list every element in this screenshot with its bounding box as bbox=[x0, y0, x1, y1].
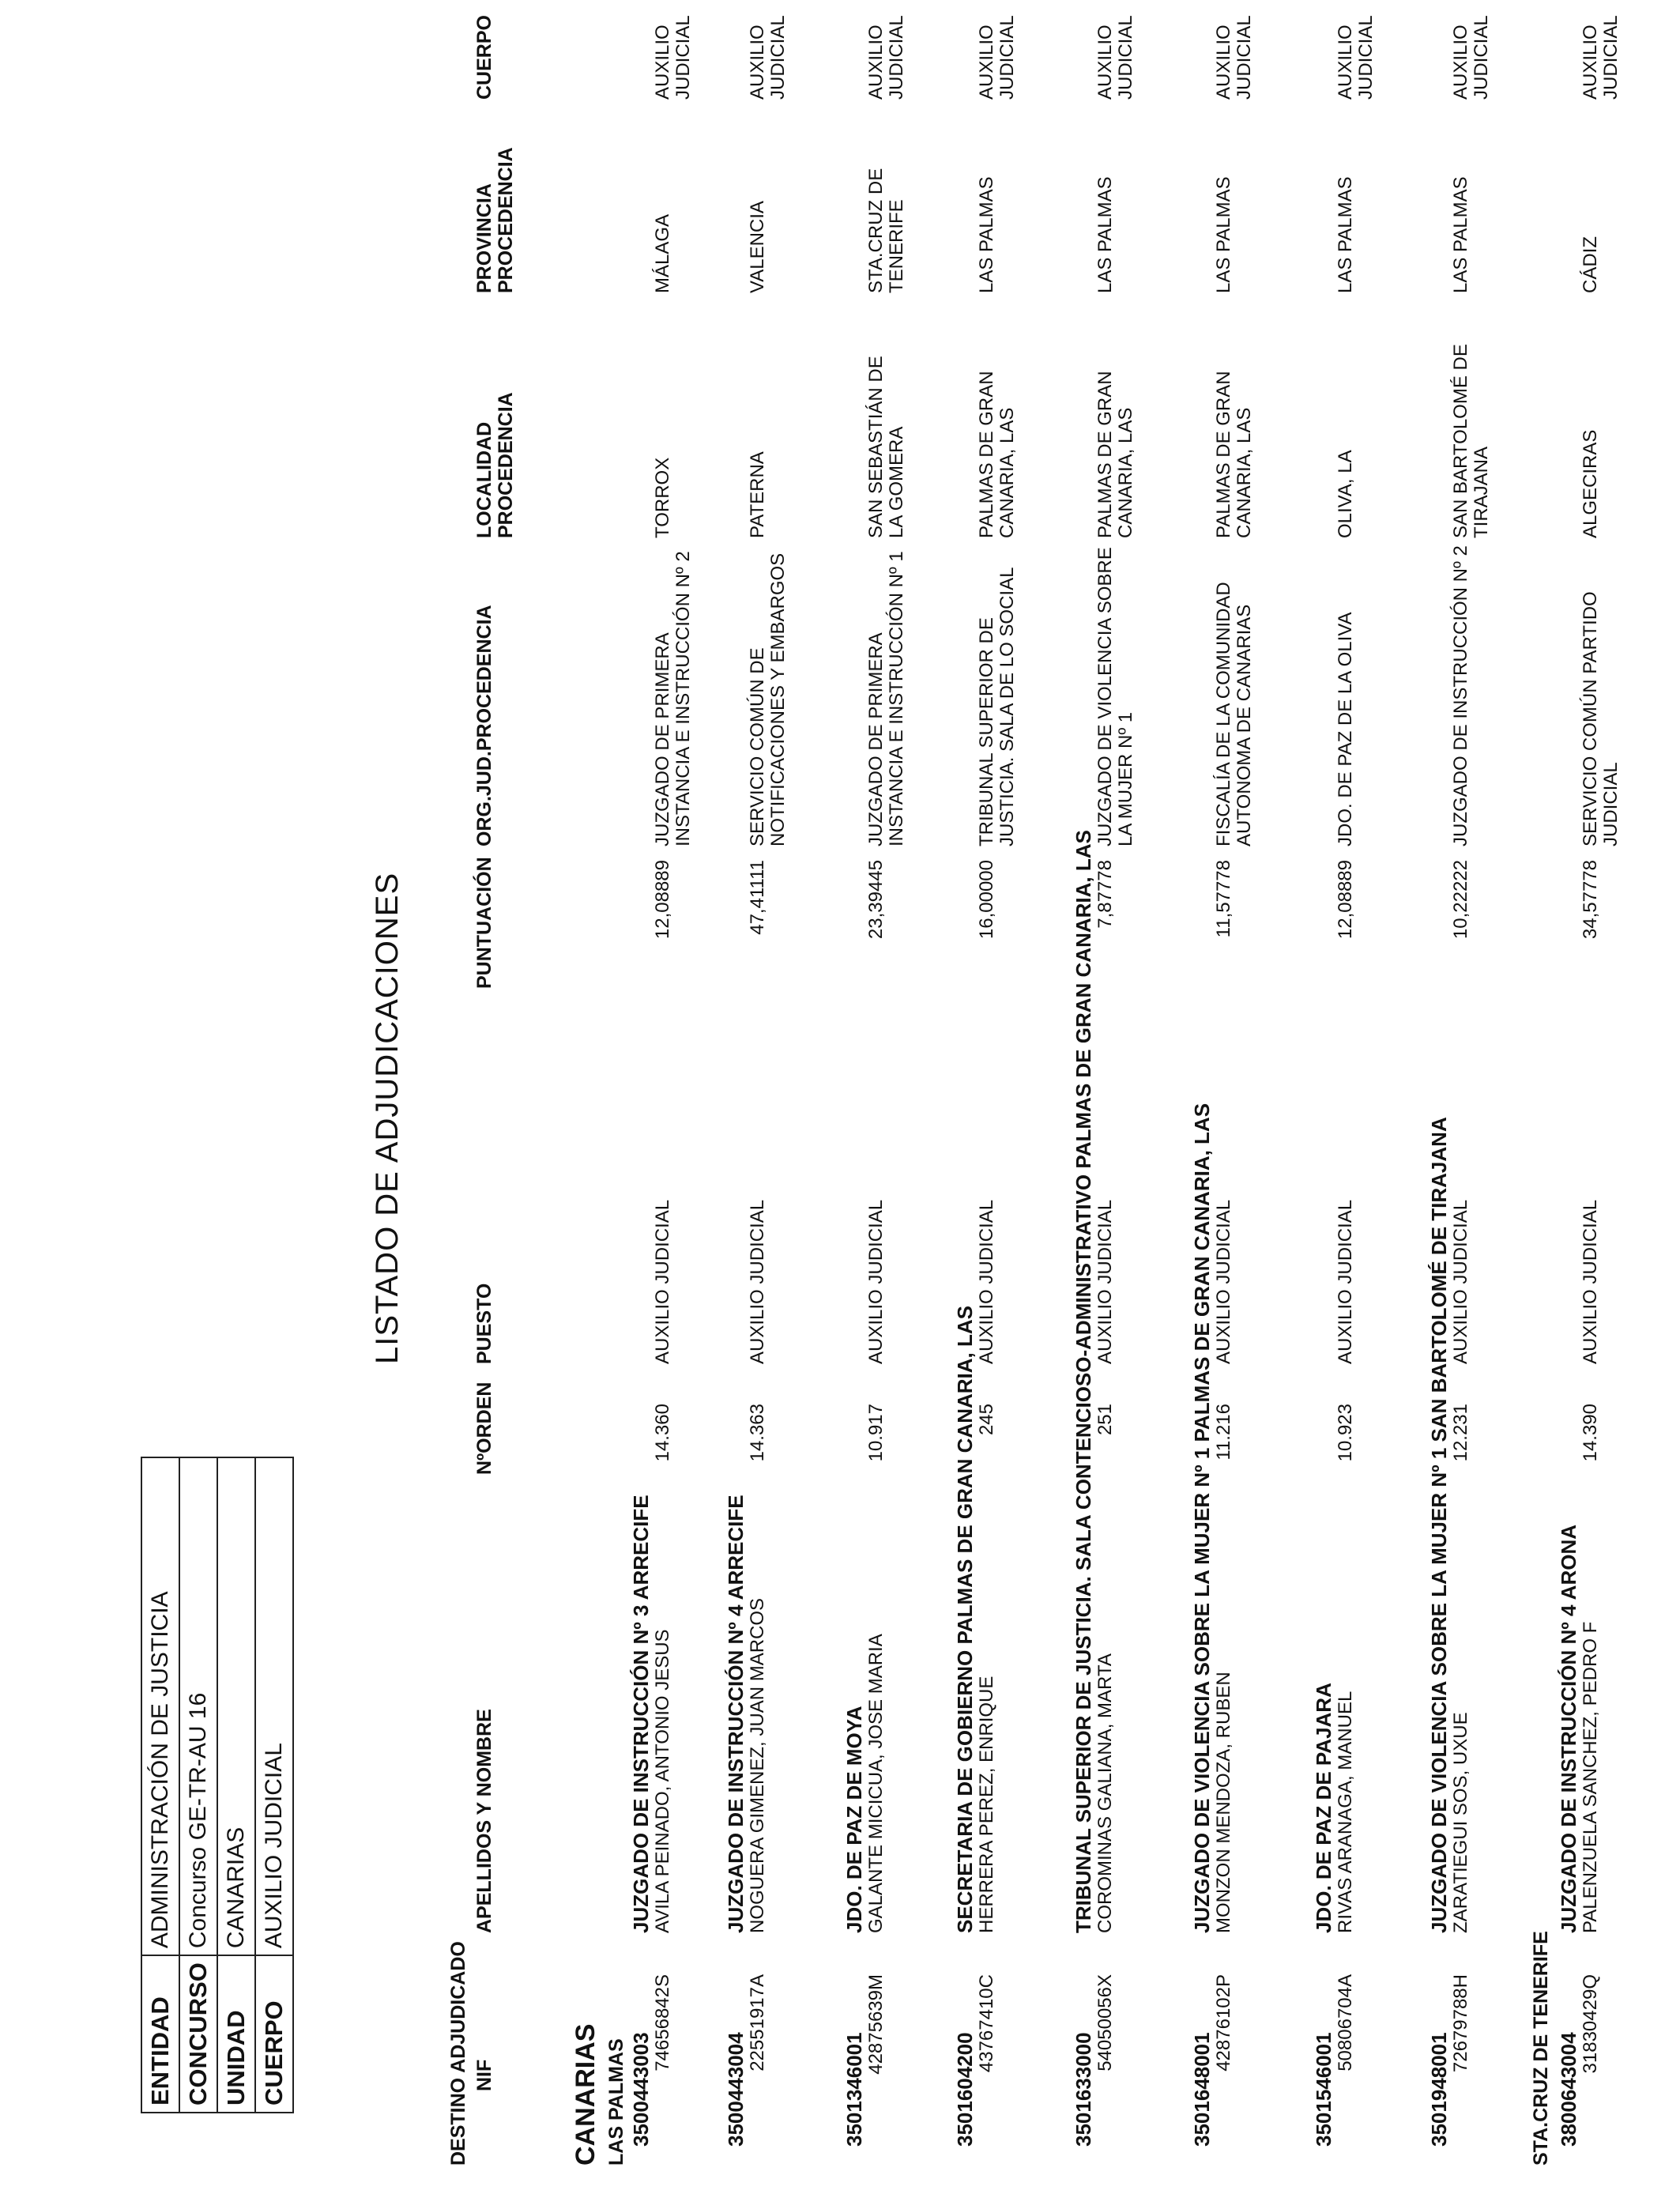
col-header-nif: NIF bbox=[473, 2059, 495, 2091]
cell-nombre: PALENZUELA SANCHEZ, PEDRO F bbox=[1580, 1621, 1601, 1933]
cell-provincia: STA.CRUZ DE TENERIFE bbox=[865, 168, 907, 293]
col-header-puesto: PUESTO bbox=[473, 1283, 495, 1364]
cell-nombre: RIVAS ARANAGA, MANUEL bbox=[1335, 1691, 1356, 1933]
cell-puntuacion: 47,41111 bbox=[747, 860, 768, 935]
cell-puntuacion: 10,22222 bbox=[1450, 860, 1471, 940]
cell-puntuacion: 12,08889 bbox=[652, 860, 673, 940]
cell-orden: 12.231 bbox=[1450, 1404, 1471, 1462]
cell-provincia: LAS PALMAS bbox=[1094, 176, 1116, 293]
cell-nif: 31830429Q bbox=[1580, 1974, 1601, 2074]
group-code: 3800643004 bbox=[1557, 2032, 1580, 2147]
header-label: CUERPO bbox=[255, 1955, 293, 2113]
cell-org: SERVICIO COMÚN PARTIDO JUDICIAL bbox=[1580, 591, 1622, 846]
cell-puntuacion: 12,08889 bbox=[1335, 860, 1356, 940]
cell-localidad: ALGECIRAS bbox=[1580, 429, 1601, 538]
group-name: JUZGADO DE VIOLENCIA SOBRE LA MUJER Nº 1 PALMAS DE GRAN CANARIA, LAS bbox=[1190, 1103, 1214, 1933]
cell-nombre: MONZON MENDOZA, RUBEN bbox=[1213, 1672, 1234, 1933]
cell-puesto: AUXILIO JUDICIAL bbox=[1450, 1199, 1471, 1364]
cell-localidad: PALMAS DE GRAN CANARIA, LAS bbox=[976, 371, 1018, 538]
cell-orden: 11.216 bbox=[1213, 1404, 1234, 1461]
cell-nif: 42875639M bbox=[865, 1974, 887, 2075]
header-value: Concurso GE-TR-AU 16 bbox=[179, 1457, 217, 1955]
cell-nif: 42876102P bbox=[1213, 1974, 1234, 2071]
cell-org: JUZGADO DE PRIMERA INSTANCIA E INSTRUCCIÓN Nº 2 bbox=[652, 551, 694, 846]
cell-puesto: AUXILIO JUDICIAL bbox=[1335, 1199, 1356, 1364]
header-value: CANARIAS bbox=[217, 1457, 255, 1955]
cell-provincia: LAS PALMAS bbox=[1335, 176, 1356, 293]
cell-puesto: AUXILIO JUDICIAL bbox=[976, 1199, 997, 1364]
header-row bbox=[217, 1457, 255, 2113]
cell-nombre: HERRERA PEREZ, ENRIQUE bbox=[976, 1676, 997, 1933]
cell-orden: 251 bbox=[1094, 1404, 1116, 1436]
cell-nombre: ZARATIEGUI SOS, UXUE bbox=[1450, 1712, 1471, 1933]
group-code: 3501546001 bbox=[1312, 2032, 1335, 2147]
cell-provincia: LAS PALMAS bbox=[976, 176, 997, 293]
cell-nif: 50806704A bbox=[1335, 1974, 1356, 2071]
cell-org: SERVICIO COMÚN DE NOTIFICACIONES Y EMBARGOS bbox=[747, 552, 789, 846]
cell-localidad: SAN BARTOLOMÉ DE TIRAJANA bbox=[1450, 344, 1492, 538]
header-row bbox=[255, 1457, 293, 2113]
cell-nif: 74656842S bbox=[652, 1974, 673, 2071]
cell-localidad: TORROX bbox=[652, 457, 673, 538]
header-table bbox=[141, 1457, 294, 2113]
cell-cuerpo: AUXILIO JUDICIAL bbox=[747, 15, 789, 100]
group-name: TRIBUNAL SUPERIOR DE JUSTICIA. SALA CONTENCIOSO-ADMINISTRATIVO PALMAS DE GRAN CANARIA, LAS bbox=[1072, 830, 1095, 1933]
cell-org: JUZGADO DE PRIMERA INSTANCIA E INSTRUCCIÓN Nº 1 bbox=[865, 551, 907, 846]
header-row bbox=[179, 1457, 217, 2113]
cell-org: JUZGADO DE INSTRUCCIÓN Nº 2 bbox=[1450, 545, 1471, 846]
cell-puesto: AUXILIO JUDICIAL bbox=[1213, 1199, 1234, 1364]
cell-orden: 14.363 bbox=[747, 1404, 768, 1462]
cell-localidad: OLIVA, LA bbox=[1335, 450, 1356, 538]
col-header-nombre: APELLIDOS Y NOMBRE bbox=[473, 1709, 495, 1933]
cell-puesto: AUXILIO JUDICIAL bbox=[652, 1199, 673, 1364]
col-header-provincia: PROVINCIA PROCEDENCIA bbox=[473, 147, 517, 293]
cell-puntuacion: 23,39445 bbox=[865, 860, 887, 940]
region-heading: CANARIAS bbox=[571, 2023, 601, 2166]
cell-cuerpo: AUXILIO JUDICIAL bbox=[1450, 15, 1492, 100]
header-value: AUXILIO JUDICIAL bbox=[255, 1457, 293, 1955]
cell-nif: 72679788H bbox=[1450, 1974, 1471, 2073]
cell-org: TRIBUNAL SUPERIOR DE JUSTICIA. SALA DE LO SOCIAL bbox=[976, 567, 1018, 846]
cell-nombre: NOGUERA GIMENEZ, JUAN MARCOS bbox=[747, 1597, 768, 1933]
cell-orden: 245 bbox=[976, 1404, 997, 1436]
col-header-puntuacion: PUNTUACIÓN bbox=[473, 857, 495, 989]
cell-localidad: PALMAS DE GRAN CANARIA, LAS bbox=[1213, 371, 1255, 538]
cell-localidad: SAN SEBASTIÁN DE LA GOMERA bbox=[865, 356, 907, 538]
page-title: LISTADO DE ADJUDICACIONES bbox=[370, 872, 405, 1364]
cell-orden: 10.923 bbox=[1335, 1404, 1356, 1462]
province-heading: STA.CRUZ DE TENERIFE bbox=[1530, 1931, 1552, 2166]
group-code: 3501346001 bbox=[842, 2032, 866, 2147]
cell-puntuacion: 7,87778 bbox=[1094, 860, 1116, 929]
cell-org: JDO. DE PAZ DE LA OLIVA bbox=[1335, 612, 1356, 846]
group-name: JDO. DE PAZ DE PAJARA bbox=[1312, 1683, 1335, 1933]
cell-cuerpo: AUXILIO JUDICIAL bbox=[1094, 15, 1136, 100]
group-code: 3500443004 bbox=[724, 2032, 748, 2147]
header-row bbox=[141, 1457, 179, 2113]
cell-puesto: AUXILIO JUDICIAL bbox=[1580, 1199, 1601, 1364]
cell-cuerpo: AUXILIO JUDICIAL bbox=[652, 15, 694, 100]
cell-nif: 54050056X bbox=[1094, 1974, 1116, 2071]
group-code: 3501948001 bbox=[1427, 2032, 1451, 2147]
cell-orden: 14.360 bbox=[652, 1404, 673, 1462]
cell-nombre: COROMINAS GALIANA, MARTA bbox=[1094, 1653, 1116, 1933]
cell-cuerpo: AUXILIO JUDICIAL bbox=[865, 15, 907, 100]
cell-provincia: LAS PALMAS bbox=[1213, 176, 1234, 293]
group-name: JDO. DE PAZ DE MOYA bbox=[842, 1706, 866, 1933]
cell-cuerpo: AUXILIO JUDICIAL bbox=[1580, 15, 1622, 100]
col-header-cuerpo: CUERPO bbox=[473, 15, 495, 100]
cell-puesto: AUXILIO JUDICIAL bbox=[865, 1199, 887, 1364]
group-name: JUZGADO DE INSTRUCCIÓN Nº 4 ARONA bbox=[1557, 1524, 1580, 1933]
cell-provincia: VALENCIA bbox=[747, 201, 768, 293]
cell-provincia: MÁLAGA bbox=[652, 213, 673, 293]
cell-localidad: PATERNA bbox=[747, 451, 768, 538]
cell-provincia: LAS PALMAS bbox=[1450, 176, 1471, 293]
cell-cuerpo: AUXILIO JUDICIAL bbox=[1335, 15, 1377, 100]
cell-orden: 14.390 bbox=[1580, 1404, 1601, 1462]
group-name: SECRETARIA DE GOBIERNO PALMAS DE GRAN CANARIA, LAS bbox=[953, 1306, 977, 1933]
col-header-orden: NºORDEN bbox=[473, 1382, 495, 1475]
group-name: JUZGADO DE VIOLENCIA SOBRE LA MUJER Nº 1 SAN BARTOLOMÉ DE TIRAJANA bbox=[1427, 1117, 1451, 1933]
cell-nif: 22551917A bbox=[747, 1974, 768, 2071]
col-header-org: ORG.JUD.PROCEDENCIA bbox=[473, 605, 495, 846]
cell-nombre: GALANTE MICICUA, JOSE MARIA bbox=[865, 1634, 887, 1933]
cell-cuerpo: AUXILIO JUDICIAL bbox=[1213, 15, 1255, 100]
group-code: 3500443003 bbox=[629, 2032, 653, 2147]
destino-label: DESTINO ADJUDICADO bbox=[447, 1941, 469, 2166]
cell-cuerpo: AUXILIO JUDICIAL bbox=[976, 15, 1018, 100]
header-label: CONCURSO bbox=[179, 1955, 217, 2113]
cell-nif: 43767410C bbox=[976, 1974, 997, 2073]
cell-orden: 10.917 bbox=[865, 1404, 887, 1462]
cell-localidad: PALMAS DE GRAN CANARIA, LAS bbox=[1094, 371, 1136, 538]
cell-org: JUZGADO DE VIOLENCIA SOBRE LA MUJER Nº 1 bbox=[1094, 547, 1136, 846]
group-code: 3501604200 bbox=[953, 2032, 977, 2147]
cell-puesto: AUXILIO JUDICIAL bbox=[747, 1199, 768, 1364]
cell-provincia: CÁDIZ bbox=[1580, 236, 1601, 293]
header-value: ADMINISTRACIÓN DE JUSTICIA bbox=[141, 1457, 179, 1955]
header-label: ENTIDAD bbox=[141, 1955, 179, 2113]
group-code: 3501633000 bbox=[1072, 2032, 1095, 2147]
header-label: UNIDAD bbox=[217, 1955, 255, 2113]
group-name: JUZGADO DE INSTRUCCIÓN Nº 3 ARRECIFE bbox=[629, 1495, 653, 1933]
group-code: 3501648001 bbox=[1190, 2032, 1214, 2147]
cell-org: FISCALÍA DE LA COMUNIDAD AUTONOMA DE CANARIAS bbox=[1213, 582, 1255, 846]
province-heading: LAS PALMAS bbox=[605, 2038, 627, 2166]
cell-puntuacion: 16,00000 bbox=[976, 860, 997, 940]
cell-nombre: AVILA PEINADO, ANTONIO JESUS bbox=[652, 1629, 673, 1933]
cell-puntuacion: 11,57778 bbox=[1213, 860, 1234, 938]
cell-puntuacion: 34,57778 bbox=[1580, 860, 1601, 940]
group-name: JUZGADO DE INSTRUCCIÓN Nº 4 ARRECIFE bbox=[724, 1495, 748, 1933]
cell-puesto: AUXILIO JUDICIAL bbox=[1094, 1199, 1116, 1364]
col-header-localidad: LOCALIDAD PROCEDENCIA bbox=[473, 392, 517, 538]
